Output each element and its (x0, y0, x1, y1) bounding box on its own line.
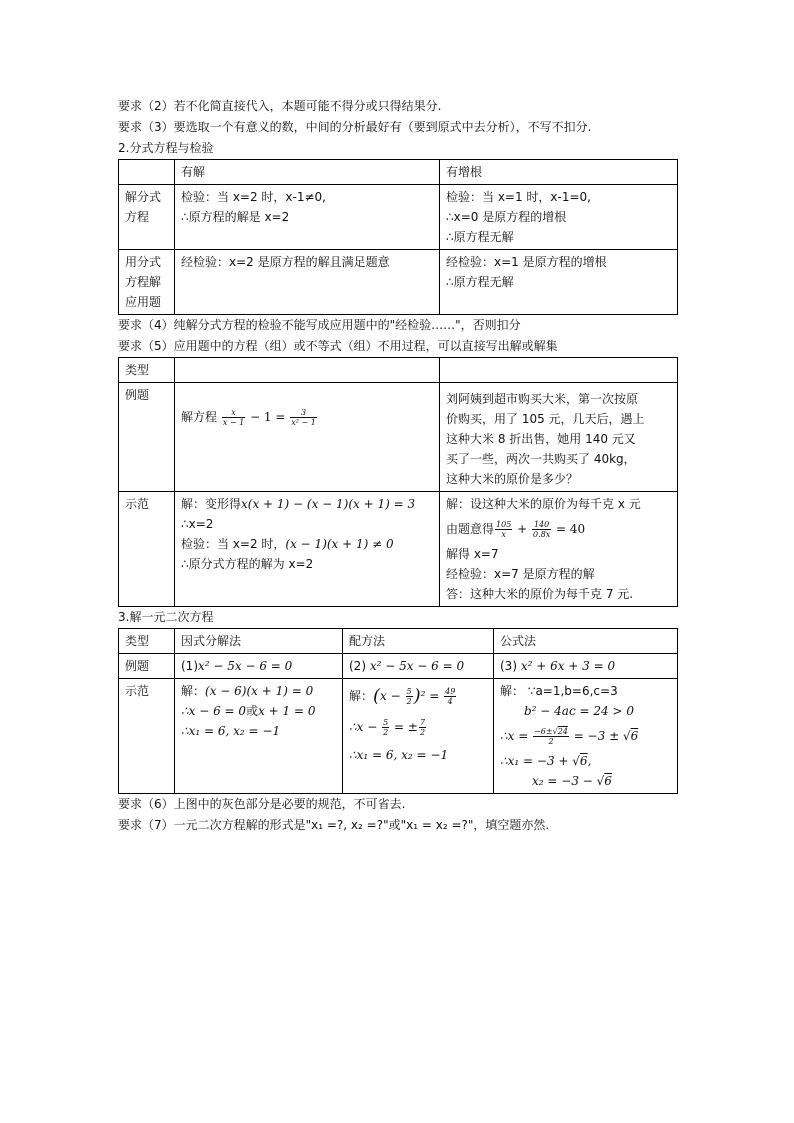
section-2-title: 2.分式方程与检验 (118, 141, 214, 155)
fraction: $\frac{3}{\text{x² − 1}}$ (291, 408, 316, 427)
fraction: $\frac{140}{0.8x}$ (532, 520, 551, 539)
document-page (118, 96, 678, 836)
section-3-title: 3.解一元二次方程 (118, 610, 214, 624)
note-6: 要求（6）上图中的灰色部分是必要的规范，不可省去. (118, 797, 406, 811)
demo-factoring: 解：(x − 6)(x + 1) = 0 ∴x − 6 = 0或x + 1 = 0 ∴x₁ = 6, x₂ = −1 (175, 679, 343, 794)
note-5: 要求（5）应用题中的方程（组）或不等式（组）不用过程，可以直接写出解或解集 (118, 339, 558, 353)
demo-completing-square: 解：(x − $\frac{5}{2}$ )² = $\frac{49}{4}$ ∴x − $\frac{5}{2}$ = ± $\frac{7}{2}$ ∴x₁ = 6, x₂ = −1 (343, 679, 494, 794)
table3-example-label: 例题 (119, 654, 175, 679)
example-table (118, 357, 678, 607)
table2-type-label: 类型 (119, 358, 175, 383)
note-4: 要求（4）纯解分式方程的检验不能写成应用题中的"经检验……"，否则扣分 (118, 318, 521, 332)
demo-formula: 解： ∵a=1,b=6,c=3 b² − 4ac = 24 > 0 ∴x = $\frac{-6\pm√24}{2}$ = −3 ± √6 ∴x₁ = −3 + √6, x₂ = −3 − √6 (494, 679, 678, 794)
table2-demo-label: 示范 (119, 492, 175, 607)
application-has-solution-cell: 经检验：x=2 是原方程的解且满足题意 (175, 250, 440, 315)
note-7: 要求（7）一元二次方程解的形式是"x₁ =?, x₂ =?"或"x₁ = x₂ =?"，填空题亦然. (118, 818, 550, 832)
table3-type-label: 类型 (119, 629, 175, 654)
row-label-solve: 解分式方程 (119, 185, 175, 250)
table1-corner (119, 160, 175, 185)
example-factoring: (1)x² − 5x − 6 = 0 (175, 654, 343, 679)
table1-header-has-solution: 有解 (175, 160, 440, 185)
example-completing-square: (2) x² − 5x − 6 = 0 (343, 654, 494, 679)
demo-word-problem-cell: 解：设这种大米的原价为每千克 x 元 由题意得 $\frac{105}{x}$ + $\frac{140}{0.8x}$ = 40 解得 x=7 经检验：x=7 是原方程的解 答：这种大米的原价为每千克 7 元. (440, 492, 678, 607)
quadratic-table (118, 628, 678, 794)
fraction: $\frac{105}{x}$ (496, 520, 512, 539)
example-word-problem-cell: 刘阿姨到超市购买大米，第一次按原 价购买，用了 105 元，几天后，遇上 这种大米 8 折出售，她用 140 元又 买了一些，两次一共购买了 40kg， 这种大米的原价是多少？ (440, 383, 678, 492)
application-extraneous-cell: 经检验：x=1 是原方程的增根 ∴原方程无解 (440, 250, 678, 315)
note-3: 要求（3）要选取一个有意义的数，中间的分析最好有（要到原式中去分析），不写不扣分. (118, 120, 592, 134)
fraction: $\frac{x}{x - 1}$ (222, 408, 245, 427)
table1-header-extraneous-root: 有增根 (440, 160, 678, 185)
table2-example-label: 例题 (119, 383, 175, 492)
solve-has-solution-cell: 检验：当 x=2 时，x-1≠0, ∴原方程的解是 x=2 (175, 185, 440, 250)
demo-equation-cell: 解：变形得x(x + 1) − (x − 1)(x + 1) = 3 ∴x=2 检验：当 x=2 时，(x − 1)(x + 1) ≠ 0 ∴原分式方程的解为 x=2 (175, 492, 440, 607)
row-label-application: 用分式方程解应用题 (119, 250, 175, 315)
fraction-equation-table (118, 159, 678, 315)
header-factoring: 因式分解法 (175, 629, 343, 654)
header-formula: 公式法 (494, 629, 678, 654)
example-formula: (3) x² + 6x + 3 = 0 (494, 654, 678, 679)
note-2: 要求（2）若不化简直接代入，本题可能不得分或只得结果分. (118, 99, 442, 113)
header-completing-square: 配方法 (343, 629, 494, 654)
example-equation-cell: 解方程 $\frac{x}{x - 1}$ − 1 = $\frac{3}{\text{x² − 1}}$ (175, 383, 440, 492)
solve-extraneous-cell: 检验：当 x=1 时，x-1=0, ∴x=0 是原方程的增根 ∴原方程无解 (440, 185, 678, 250)
table3-demo-label: 示范 (119, 679, 175, 794)
